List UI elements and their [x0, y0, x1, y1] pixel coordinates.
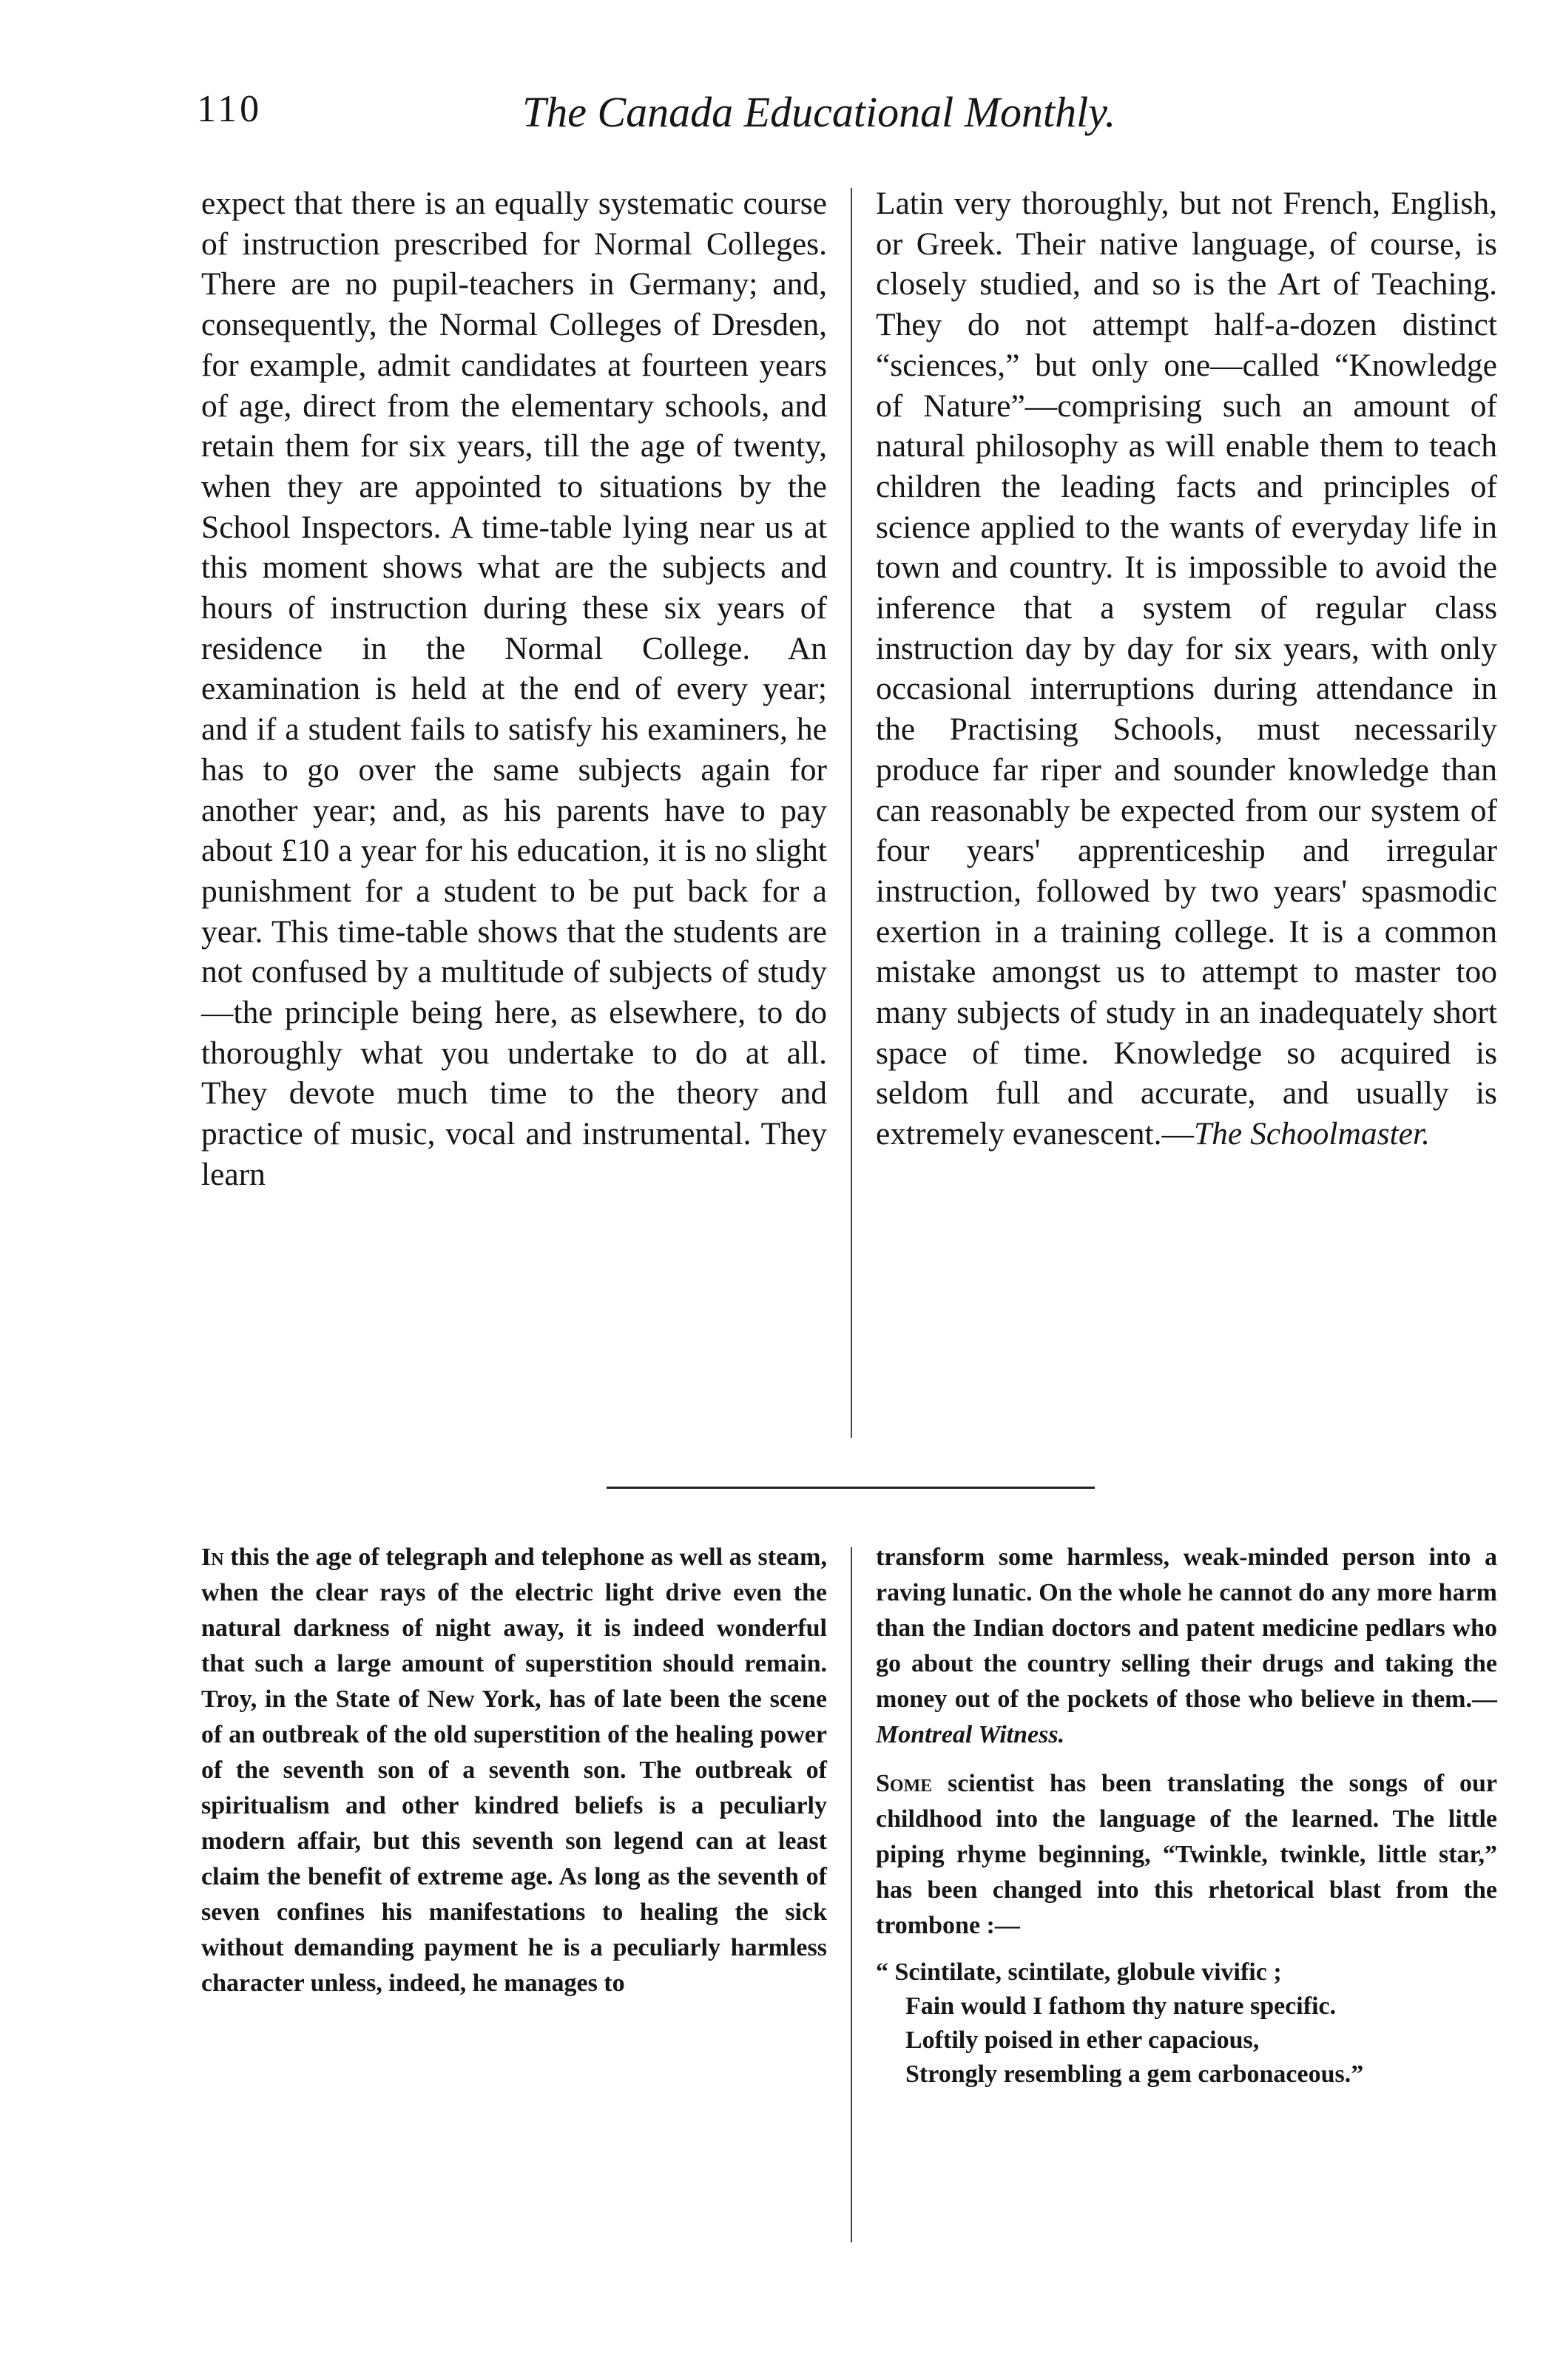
poem-line: Fain would I fathom thy nature specific. [905, 1992, 1337, 2020]
bottom-right-column [876, 1540, 1497, 2092]
twinkle-text: scientist has been translating the songs of our childhood into the language of the learned. The little piping rhyme beginning, “Twinkle, twinkle, little star,” has been changed into this rhetorical blast from the trombone :— [876, 1770, 1497, 1939]
column-divider [851, 1547, 852, 2242]
continuation-paragraph [876, 1540, 1497, 1753]
superstition-paragraph [201, 1540, 827, 2001]
top-left-paragraph: expect that there is an equally systematic course of instruction prescribed for Normal Colleges. There are no pupil-teachers in Germany; and, consequently, the Normal Colleges of Dresden, for example, admit candidates at fourteen years of age, direct from the elementary schools, and retain them for six years, till the age of twenty, when they are appointed to situations by the School Inspectors. A time-table lying near us at this moment shows what are the subjects and hours of instruction during these six years of residence in the Normal College. An examination is held at the end of every year; and if a student fails to satisfy his examiners, he has to go over the same subjects again for another year; and, as his parents have to pay about £10 a year for his education, it is no slight punishment for a student to be put back for a year. This time-table shows that the students are not confused by a multitude of subjects of study—the principle being here, as elsewhere, to do thoroughly what you undertake to do at all. They devote much time to the theory and practice of music, vocal and instrumental. They learn [201, 186, 827, 1192]
source-attribution: The Schoolmaster. [1193, 1116, 1430, 1152]
section-divider [607, 1487, 1095, 1489]
source-attribution: Montreal Witness. [876, 1721, 1065, 1748]
page-number: 110 [197, 88, 263, 130]
top-article [201, 183, 1497, 1433]
superstition-text: this the age of telegraph and telephone as well as steam, when the clear rays of the electric light drive even the natural darkness of night away, it is indeed wonderful that such a large amount of superstition should remain. Troy, in the State of New York, has of late been the scene of an outbreak of the old superstition of the healing power of the seventh son of a seventh son. The outbreak of spiritualism and other kindred beliefs is a peculiarly modern affair, but this seventh son legend can at least claim the benefit of extreme age. As long as the seventh of seven confines his manifestations to healing the sick without demanding payment he is a peculiarly harmless character unless, indeed, he manages to [201, 1544, 827, 1997]
continuation-text: transform some harmless, weak-minded person into a raving lunatic. On the whole he cannot do any more harm than the Indian doctors and patent medicine pedlars who go about the country selling their drugs and taking the money out of the pockets of those who believe in them.— [876, 1544, 1497, 1713]
poem-line: Strongly resembling a gem carbonaceous.” [905, 2060, 1364, 2088]
poem-line: “ Scintilate, scintilate, globule vivific ; [876, 1958, 1282, 1986]
column-divider [851, 188, 852, 1438]
bottom-left-column [201, 1540, 827, 2001]
page-header [197, 87, 1494, 154]
poem-line: Loftily poised in ether capacious, [905, 2026, 1260, 2054]
top-right-paragraph [876, 183, 1497, 1154]
lead-word: Some [876, 1770, 933, 1797]
top-left-column [201, 183, 827, 1195]
top-right-column [876, 183, 1497, 1154]
twinkle-paragraph [876, 1766, 1497, 1944]
lead-word: In [201, 1544, 224, 1571]
running-title: The Canada Educational Monthly. [522, 88, 1116, 136]
poem [876, 1955, 1497, 2092]
top-right-text: Latin very thoroughly, but not French, English, or Greek. Their native language, of course, is closely studied, and so is the Art of Teaching. They do not attempt half-a-dozen distinct “sciences,” but only one—called “Knowledge of Nature”—comprising such an amount of natural philosophy as will enable them to teach children the leading facts and principles of science applied to the wants of everyday life in town and country. It is impossible to avoid the inference that a system of regular class instruction day by day for six years, with only occasional interruptions during attendance in the Practising Schools, must necessarily produce far riper and sounder knowledge than can reasonably be expected from our system of four years' apprenticeship and irregular instruction, followed by two years' spasmodic exertion in a training college. It is a common mistake amongst us to attempt to master too many subjects of study in an inadequately short space of time. Knowledge so acquired is seldom full and accurate, and usually is extremely evanescent.— [876, 186, 1497, 1152]
bottom-articles [201, 1540, 1497, 2279]
